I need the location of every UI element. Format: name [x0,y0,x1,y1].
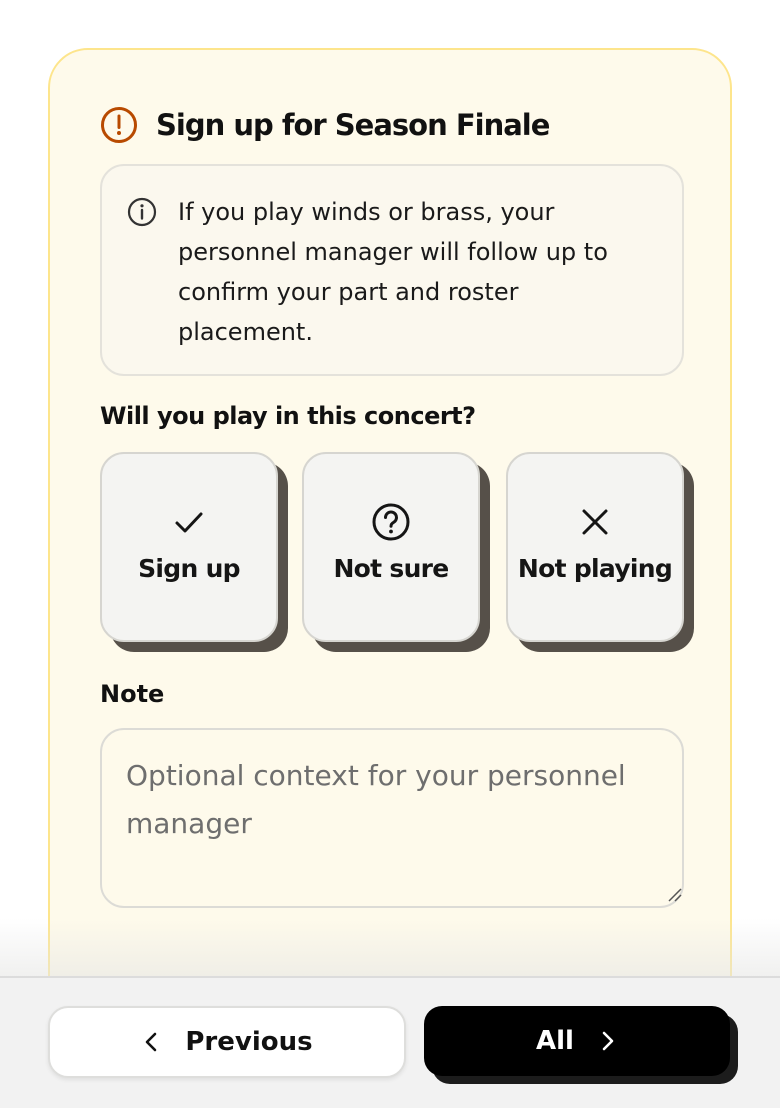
option-not-playing[interactable] [506,452,684,642]
note-textarea[interactable] [100,728,684,908]
question-circle-icon [371,502,411,542]
all-label: All [536,1026,574,1056]
option-sign-up[interactable] [100,452,278,642]
chevron-left-icon [141,1031,163,1053]
alert-circle-icon [100,106,138,144]
previous-label: Previous [185,1027,313,1057]
signup-card [48,48,732,1048]
scroll-fade [0,918,780,978]
info-callout [100,164,684,376]
all-button[interactable] [424,1006,730,1076]
option-label: Sign up [138,554,240,583]
resize-handle-icon[interactable] [666,886,682,902]
x-icon [575,502,615,542]
attendance-question: Will you play in this concert? [100,402,476,430]
option-label: Not playing [517,554,673,583]
previous-button[interactable] [48,1006,406,1078]
option-not-sure[interactable] [302,452,480,642]
chevron-right-icon [596,1030,618,1052]
note-label: Note [100,680,165,708]
option-label: Not sure [333,554,449,583]
footer-bar [0,976,780,1108]
check-icon [169,502,209,542]
info-icon [126,196,158,228]
card-title: Sign up for Season Finale [156,108,550,142]
card-header [100,106,549,144]
info-text: If you play winds or brass, your personnel manager will follow up to confirm your part and roster placement. [178,198,608,346]
